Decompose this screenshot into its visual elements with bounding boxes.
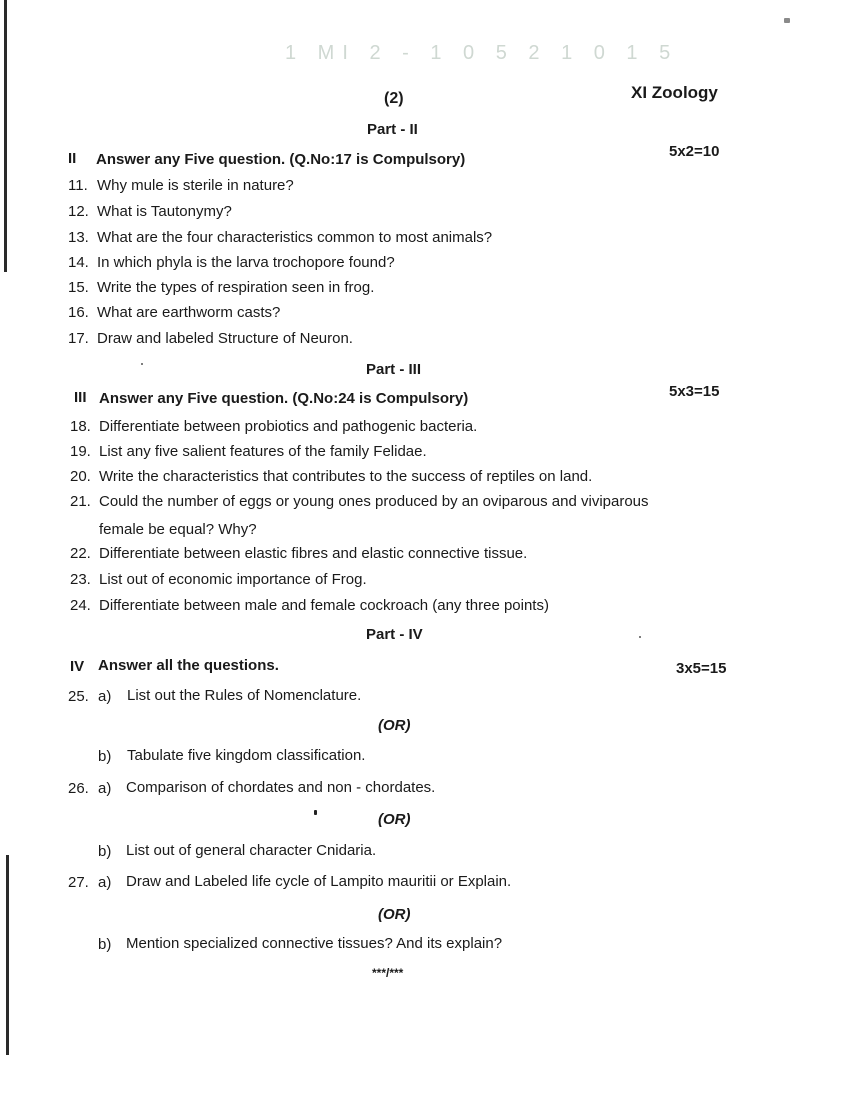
- option-text: Tabulate five kingdom classification.: [127, 747, 366, 764]
- question-item: 24. Differentiate between male and female cockroach (any three points): [70, 597, 549, 614]
- question-item: 18. Differentiate between probiotics and pathogenic bacteria.: [70, 418, 478, 435]
- question-item: 22. Differentiate between elastic fibres and elastic connective tissue.: [70, 545, 528, 562]
- subject-title: XI Zoology: [631, 83, 718, 102]
- question-item: 20. Write the characteristics that contributes to the success of reptiles on land.: [70, 468, 593, 485]
- question-item: 23. List out of economic importance of Frog.: [70, 571, 367, 588]
- section-roman: III: [74, 389, 87, 406]
- scan-edge: [4, 0, 7, 272]
- scan-speck: [314, 810, 317, 815]
- section-instruction: Answer any Five question. (Q.No:24 is Compulsory): [99, 390, 469, 407]
- end-marker: ***/***: [372, 966, 404, 980]
- option-label: a): [98, 688, 112, 705]
- section-marks: 5x3=15: [669, 383, 720, 400]
- section-roman: IV: [70, 658, 85, 675]
- question-number: 26.: [68, 780, 89, 797]
- question-item: 21. Could the number of eggs or young ones produced by an oviparous and viviparous: [70, 493, 649, 510]
- option-text: Mention specialized connective tissues? And its explain?: [126, 935, 503, 952]
- or-label: (OR): [378, 717, 411, 734]
- question-item: 15. Write the types of respiration seen in frog.: [68, 279, 375, 296]
- section-instruction: Answer any Five question. (Q.No:17 is Compulsory): [96, 151, 466, 168]
- option-label: b): [98, 843, 112, 860]
- part-heading: Part - II: [367, 121, 418, 138]
- question-number: 25.: [68, 688, 89, 705]
- question-item: 16. What are earthworm casts?: [68, 304, 281, 321]
- option-text: List out of general character Cnidaria.: [126, 842, 377, 859]
- question-item: 19. List any five salient features of the family Felidae.: [70, 443, 427, 460]
- part-heading: Part - III: [366, 361, 422, 378]
- section-roman: II: [68, 150, 77, 167]
- scan-speck: [784, 18, 790, 23]
- question-number: 27.: [68, 874, 89, 891]
- question-continuation: female be equal? Why?: [99, 521, 257, 538]
- question-item: 12. What is Tautonymy?: [68, 203, 232, 220]
- option-label: a): [98, 874, 112, 891]
- scan-edge: [6, 855, 9, 1055]
- scan-speck: [639, 636, 641, 638]
- faint-header-text: 1 MI 2 - 1 0 5 2 1 0 1 5: [285, 42, 679, 64]
- section-marks: 3x5=15: [676, 660, 727, 677]
- section-instruction: Answer all the questions.: [98, 657, 279, 674]
- section-marks: 5x2=10: [669, 143, 720, 160]
- question-item: 14. In which phyla is the larva trochopore found?: [68, 254, 395, 271]
- option-text: List out the Rules of Nomenclature.: [127, 687, 362, 704]
- question-item: 11. Why mule is sterile in nature?: [68, 177, 294, 194]
- question-item: 17. Draw and labeled Structure of Neuron.: [68, 330, 353, 347]
- question-item: 13. What are the four characteristics common to most animals?: [68, 229, 493, 246]
- option-text: Draw and Labeled life cycle of Lampito mauritii or Explain.: [126, 873, 512, 890]
- or-label: (OR): [378, 811, 411, 828]
- option-label: a): [98, 780, 112, 797]
- scan-speck: [141, 363, 143, 365]
- page-number: (2): [384, 90, 404, 107]
- option-label: b): [98, 936, 112, 953]
- or-label: (OR): [378, 906, 411, 923]
- part-heading: Part - IV: [366, 626, 423, 643]
- option-text: Comparison of chordates and non - chordates.: [126, 779, 436, 796]
- option-label: b): [98, 748, 112, 765]
